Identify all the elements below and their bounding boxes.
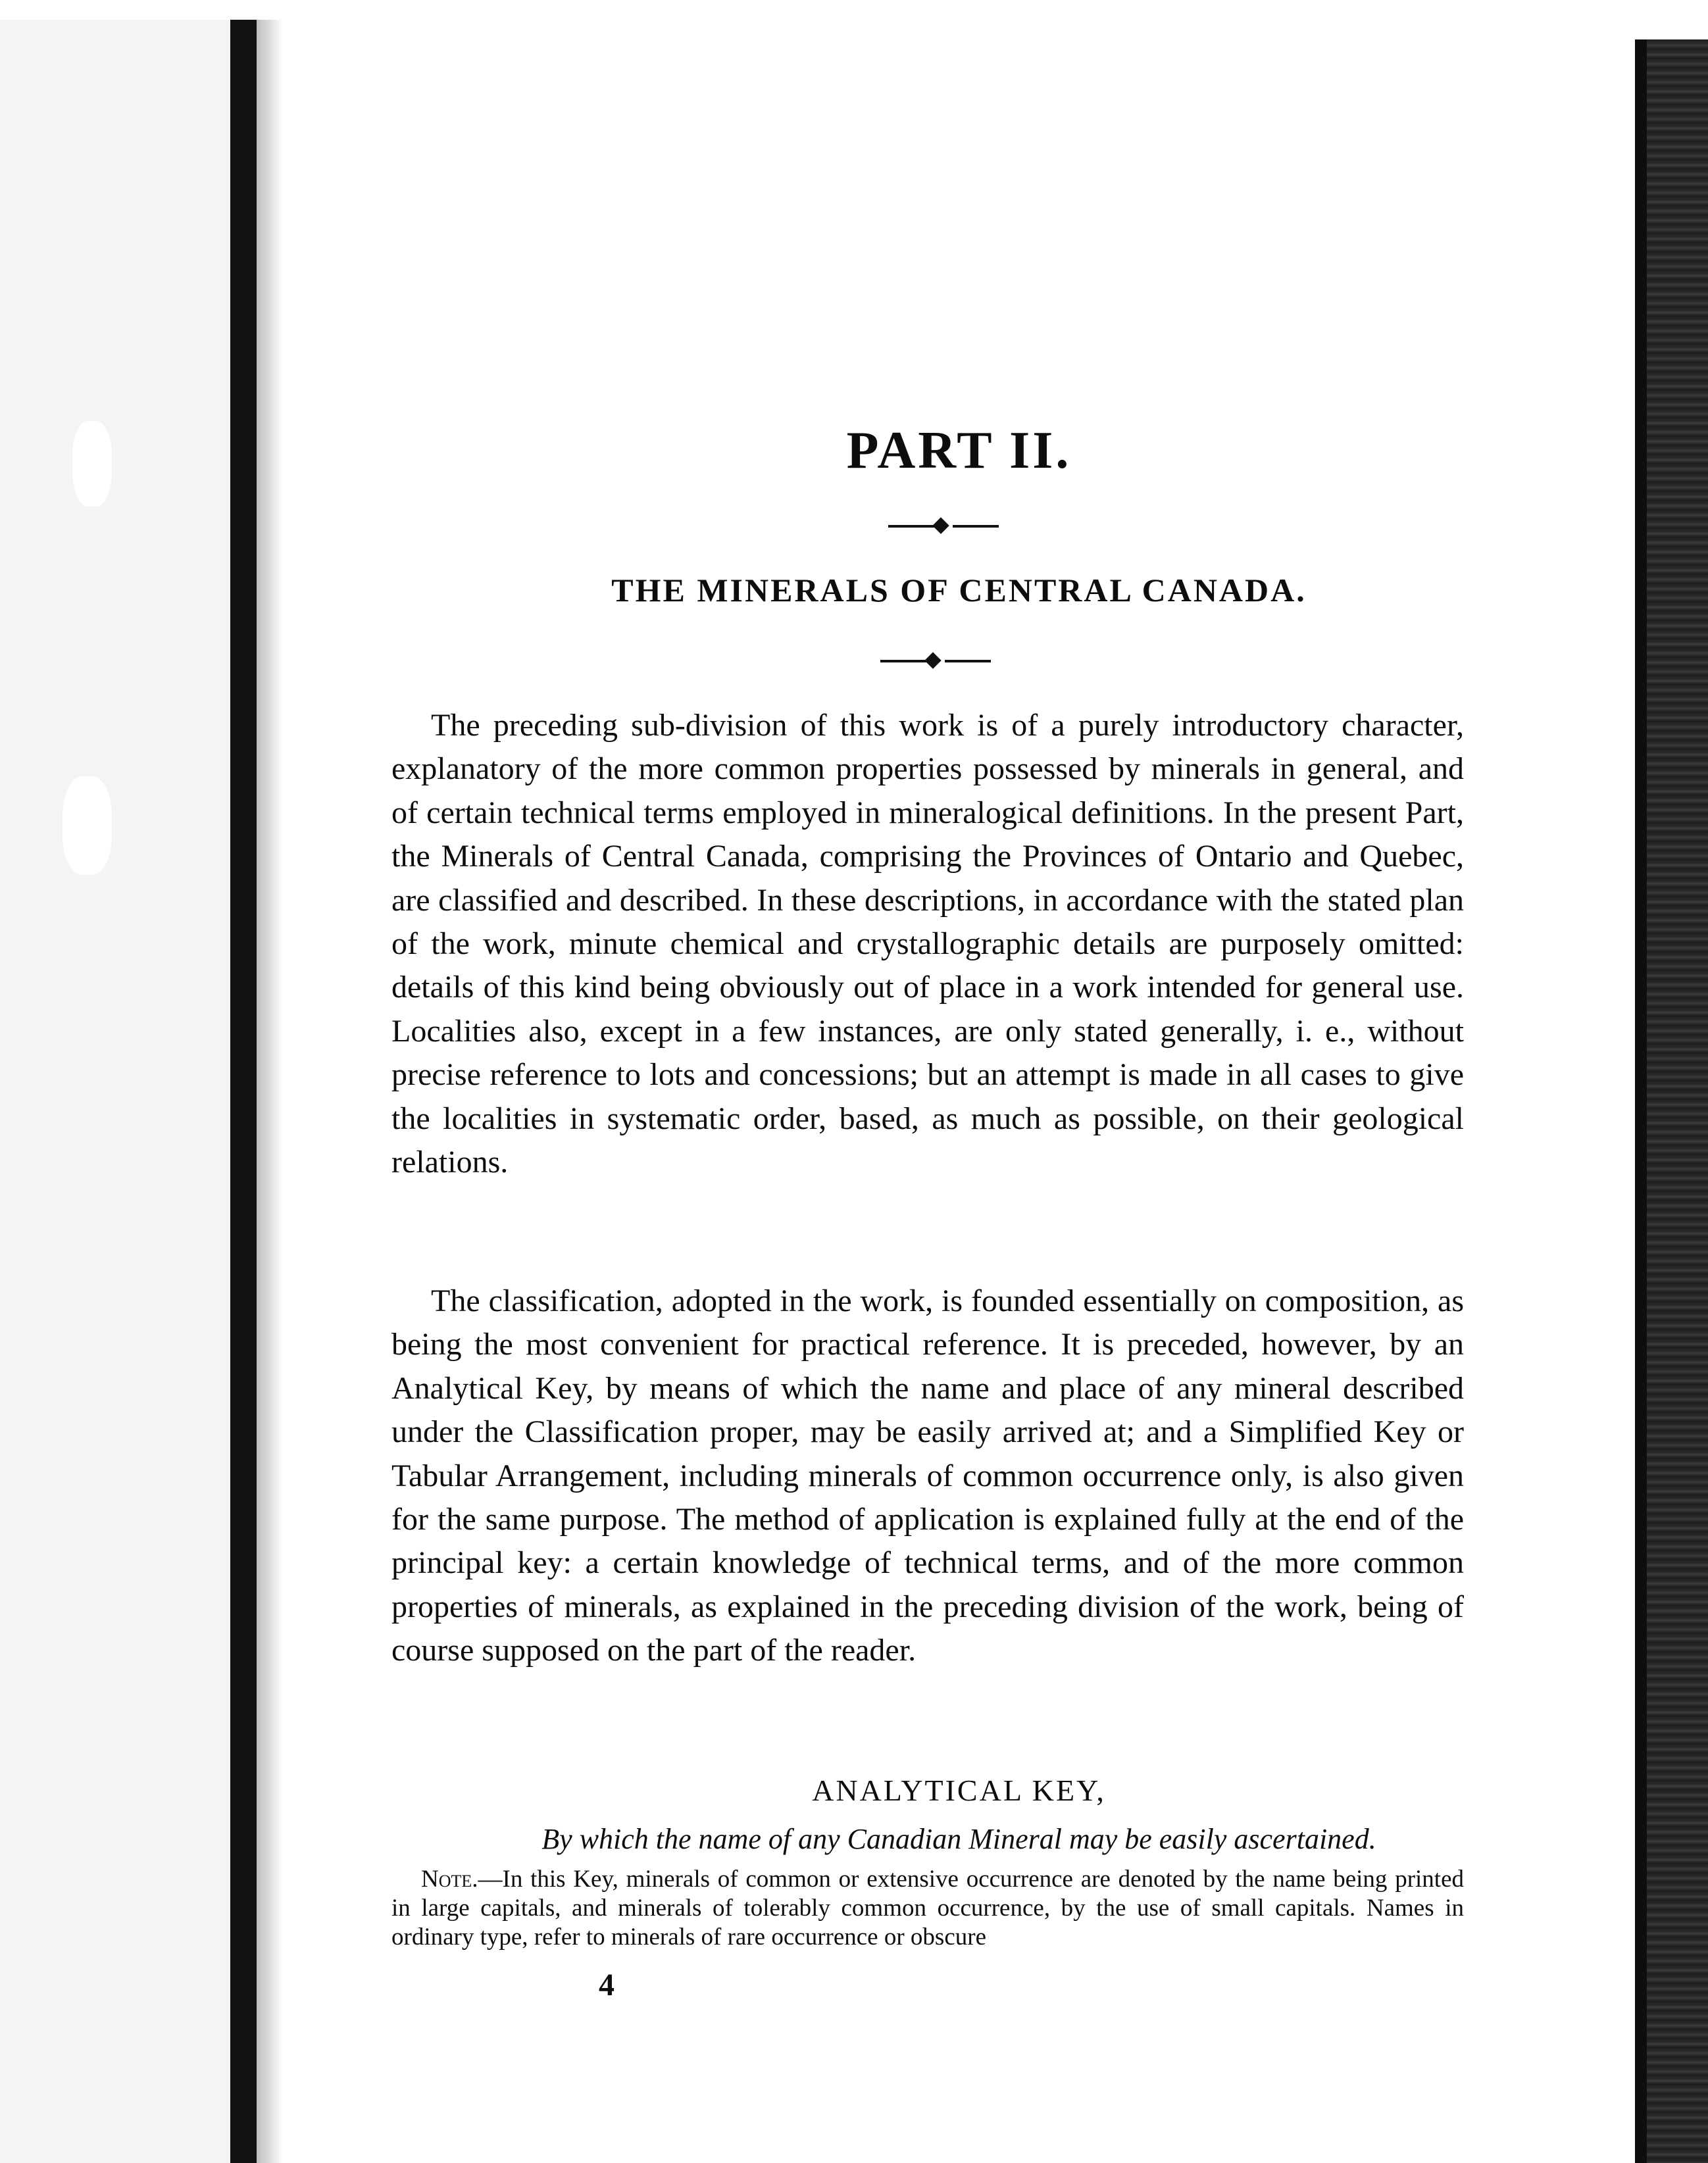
section-subtitle: THE MINERALS OF CENTRAL CANADA. [611,572,1307,609]
key-heading: ANALYTICAL KEY, [812,1774,1106,1807]
paper-blemish [72,421,112,507]
gutter-shadow [257,20,283,2163]
part-title: PART II. [846,422,1072,480]
binding-gutter [230,20,257,2163]
paper-blemish [63,776,112,875]
page-stack-edge-inner [1635,39,1647,2163]
note-label: Note. [421,1866,478,1893]
intro-paragraph: The preceding sub-division of this work is of a purely introductory character, explanatory of the more common properties possessed by minerals in general, and of certain technical terms employed in mineralogical definitions. In the present Part, the Minerals of Central Canada, comprising the Provinces of Ontario and Quebec, are classified and described. In these descriptions, in accordance with the stated plan of the work, minute chemical and crystallographic details are purposely omitted: details of this kind being obviously out of place in a work intended for general use. Localities also, except in a few instances, are only stated generally, i. e., without precise reference to lots and concessions; but an attempt is made in all cases to give the localities in systematic order, based, as much as possible, on their geological relations. [391,708,1464,1180]
key-subheading: By which the name of any Canadian Mineral may be easily ascertained. [541,1823,1376,1855]
note-text: —In this Key, minerals of common or extensive occurrence are denoted by the name being printed in large capitals, and minerals of tolerably common occurrence, by the use of small capitals. Names in ordinary type, refer to minerals of rare occurrence or obscure [391,1866,1464,1951]
classification-paragraph: The classification, adopted in the work, is founded essentially on composition, as being the most convenient for practical reference. It is preceded, however, by an Analytical Key, by means of which the name and place of any mineral described under the Classification proper, may be easily arrived at; and a Simplified Key or Tabular Arrangement, including minerals of common occurrence only, is also given for the same purpose. The method of application is explained fully at the end of the principal key: a certain knowledge of technical terms, and of the more common properties of minerals, as explained in the preceding division of the work, being of course supposed on the part of the reader. [391,1283,1464,1668]
page-number: 4 [599,1968,615,2002]
book-page [283,26,1635,2151]
divider-ornament [875,513,1007,539]
note-paragraph [391,1865,1464,1952]
previous-page-edge [0,20,230,2163]
divider-ornament [867,648,999,674]
